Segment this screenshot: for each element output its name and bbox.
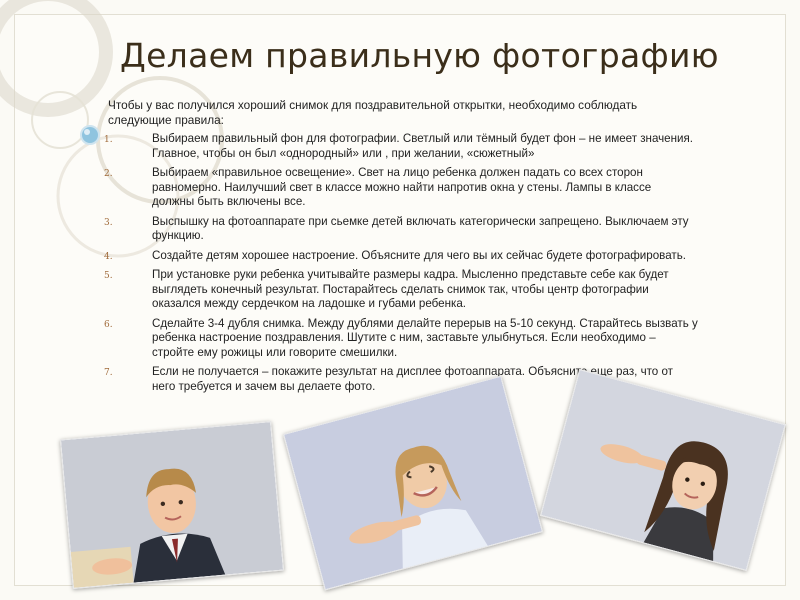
item-line: Главное, чтобы он был «однородный» или , при желании, «сюжетный» (152, 146, 535, 160)
item-line: Выспышку на фотоаппарате при сьемке детей включать категорически запрещено. Выключаем эту (152, 214, 689, 228)
item-line: него требуется и зачем вы делаете фото. (152, 379, 376, 393)
item-line: стройте ему рожицы или говорите смешилки. (152, 345, 398, 359)
page-title: Делаем правильную фотографию (120, 36, 719, 75)
item-line: оказался между сердечком на ладошке и губами ребенка. (152, 297, 467, 310)
item-line: Выбираем «правильное освещение». Свет на лицо ребенка должен падать со всех сторон (152, 166, 643, 179)
item-line: функцию. (152, 229, 204, 242)
item-number: 5. (104, 271, 113, 281)
item-number: 1. (104, 135, 113, 145)
intro-text (108, 98, 708, 127)
item-line: выглядеть конечный результат. Постарайтесь сделать снимок так, чтобы центр фотографии (152, 282, 649, 296)
list-item (104, 132, 744, 161)
item-number: 4. (104, 251, 113, 262)
intro-line: Чтобы у вас получился хороший снимок для поздравительной открытки, необходимо соблюдать (108, 98, 638, 112)
item-number: 7. (104, 368, 113, 378)
item-line: При установке руки ребенка учитывайте размеры кадра. Мысленно представьте себе как будет (152, 268, 669, 281)
photo-boy (60, 421, 284, 589)
list-item (104, 317, 744, 361)
item-line: Выбираем правильный фон для фотографии. Светлый или тёмный будет фон – не имеет значения. (152, 132, 694, 145)
blue-bubble-icon (81, 126, 99, 144)
list-item (104, 215, 744, 244)
item-number: 2. (104, 169, 113, 179)
item-number: 3. (104, 217, 113, 228)
item-line: равномерно. Наилучший свет в классе можно найти напротив окна у стены. Лампы в классе (152, 180, 652, 194)
list-item (104, 249, 744, 264)
intro-line: следующие правила: (108, 112, 224, 127)
item-number: 6. (104, 319, 113, 330)
list-item (104, 268, 744, 312)
list-item (104, 166, 744, 210)
item-line: Если не получается – покажите результат на дисплее фотоаппарата. Объясните еще раз, что от (152, 365, 673, 378)
item-line: Сделайте 3-4 дубля снимка. Между дублями делайте перерыв на 5-10 секунд. Старайтесь вызвать у (152, 316, 698, 330)
item-line: должны быть включены все. (152, 195, 306, 208)
item-line: Создайте детям хорошее настроение. Объясните для чего вы их сейчас будете фотографировать. (152, 248, 686, 262)
item-line: ребенка настроение поздравления. Шутите с ним, заставьте улыбнуться. Если необходимо – (152, 331, 656, 344)
rules-list (104, 132, 744, 399)
